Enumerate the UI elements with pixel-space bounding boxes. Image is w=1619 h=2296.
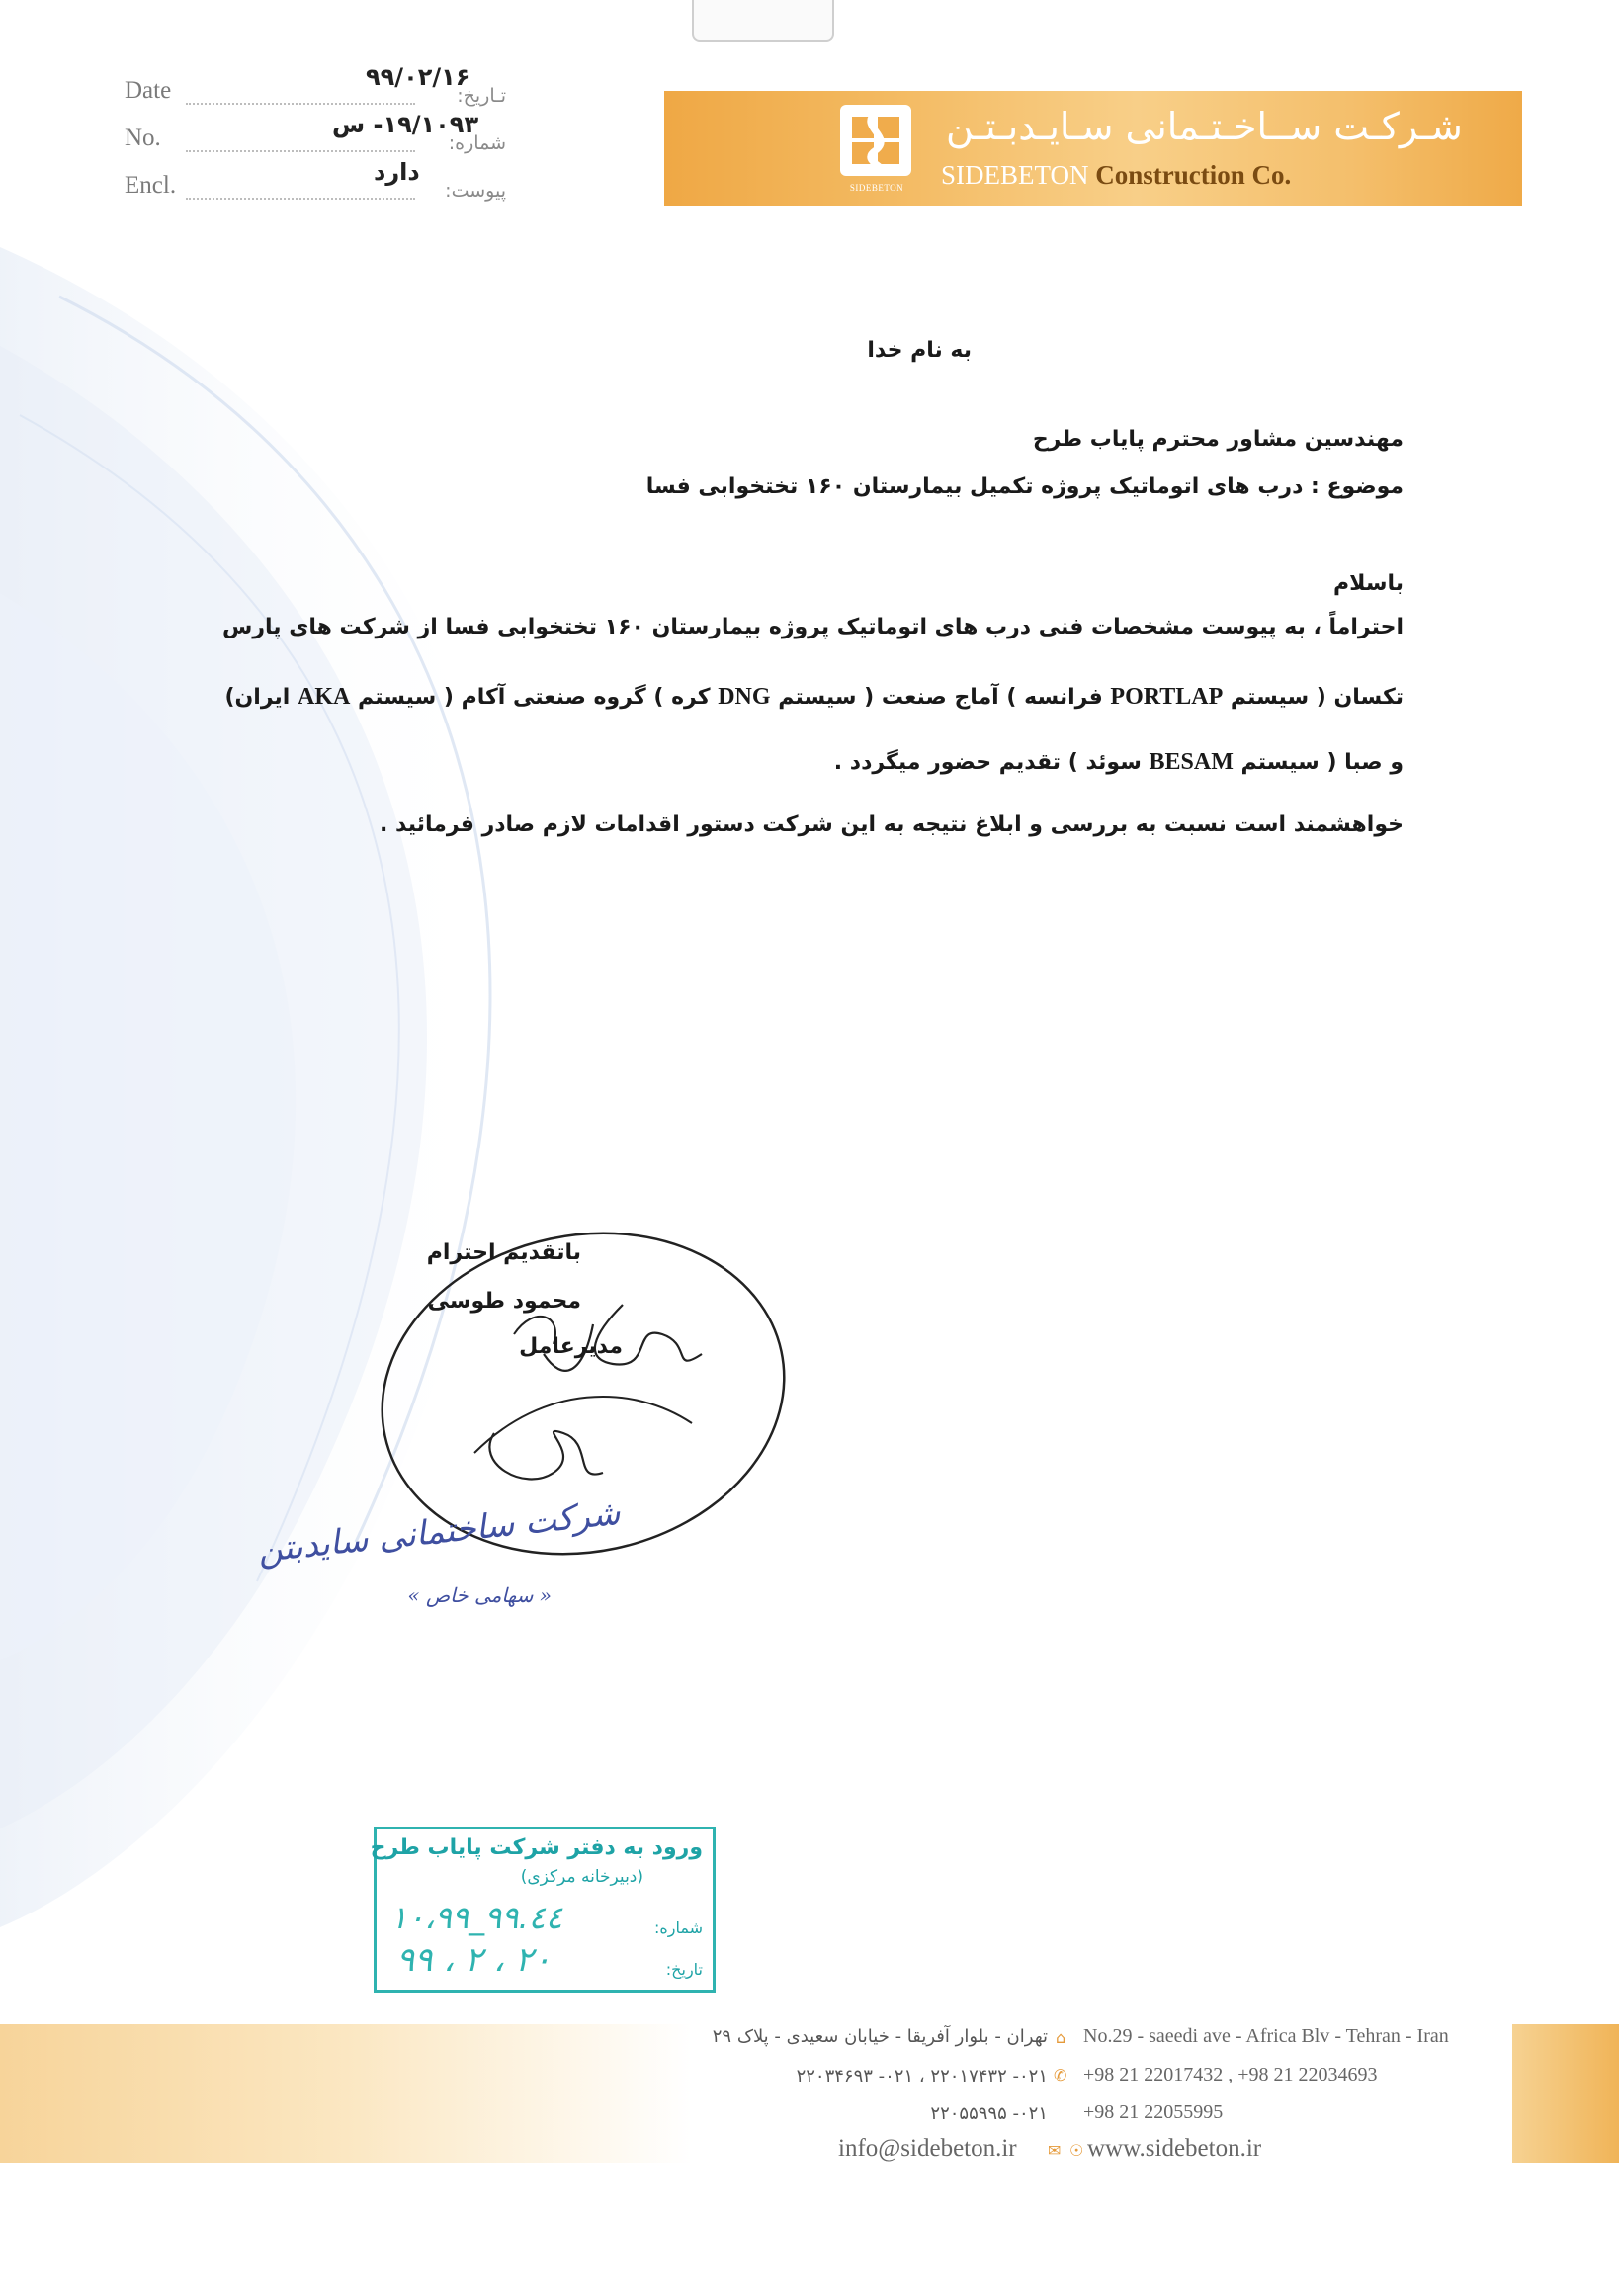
body-line-2 — [224, 684, 1404, 711]
date-dots — [186, 103, 415, 105]
date-value: ۹۹/۰۲/۱۶ — [366, 63, 470, 91]
signer-name: محمود طوسی — [427, 1289, 581, 1314]
home-icon: ⌂ — [1056, 2028, 1066, 2047]
company-stamp-sub: « سهامی خاص » — [407, 1583, 552, 1607]
enclosure-label-en: Encl. — [125, 172, 177, 199]
company-name-en-suffix: Construction Co. — [1095, 160, 1292, 190]
receipt-subtitle: (دبیرخانه مرکزی) — [520, 1867, 643, 1887]
enclosure-dots — [186, 198, 415, 200]
signer-title: مدیرعامل — [519, 1334, 623, 1359]
company-name-fa: شـرکـت ســاخـتـمانی سـایـدبـتـن — [946, 105, 1463, 148]
receipt-date-value: ۹۹ ، ۲ ، ۲۰ — [396, 1940, 552, 1980]
system-portlap: PORTLAP — [1110, 684, 1224, 710]
number-dots — [186, 150, 415, 152]
system-besam: BESAM — [1149, 749, 1234, 775]
receipt-number-label: شماره: — [653, 1918, 703, 1937]
header-meta — [119, 63, 514, 212]
date-label-fa: تـاریخ: — [457, 85, 506, 107]
number-row — [119, 111, 514, 164]
body-line-2-part-a: تکسان ( سیستم — [1230, 685, 1404, 710]
company-banner — [664, 91, 1522, 206]
body-line-1: احتراماً ، به پیوست مشخصات فنی درب های اتوماتیک پروژه بیمارستان ۱۶۰ تختخوابی فسا از شرکت های پارس — [222, 615, 1404, 639]
body-line-3 — [834, 749, 1404, 776]
body-line-3-part-c: سوئد ) تقدیم حضور میگردد . — [833, 750, 1142, 775]
system-aka: AKA — [298, 684, 351, 710]
system-dng: DNG — [718, 684, 771, 710]
closing-phrase: باتقدیم احترام — [426, 1240, 581, 1265]
footer-band-left — [0, 2024, 692, 2163]
footer-band-right — [1512, 2024, 1619, 2163]
email-icon: ✉ — [1048, 2141, 1062, 2160]
top-tab — [692, 0, 834, 42]
subject-line: موضوع : درب های اتوماتیک پروژه تکمیل بیمارستان ۱۶۰ تختخوابی فسا — [645, 474, 1404, 499]
company-name-en-brand: SIDEBETON — [941, 160, 1089, 190]
body-line-4: خواهشمند است نسبت به بررسی و ابلاغ نتیجه به این شرکت دستور اقدامات لازم صادر فرمائید . — [379, 812, 1404, 837]
number-label-fa: شماره: — [448, 132, 506, 154]
phone-icon: ✆ — [1054, 2066, 1067, 2084]
footer-address-fa: تهران - بلوار آفریقا - خیابان سعیدی - پلاک ۲۹ — [712, 2026, 1048, 2047]
company-logo-icon — [838, 103, 913, 182]
footer-address-en: No.29 - saeedi ave - Africa Blv - Tehran - Iran — [1083, 2025, 1449, 2047]
footer-fax-en: +98 21 22055995 — [1083, 2101, 1224, 2123]
date-row — [119, 63, 514, 117]
body-line-2-part-e: کره ) گروه صنعتی آکام ( سیستم — [358, 685, 711, 710]
number-value: ۱۹/۱۰۹۳- س — [332, 111, 479, 138]
footer-website[interactable]: www.sidebeton.ir — [1087, 2135, 1262, 2162]
web-icon: ☉ — [1069, 2141, 1084, 2160]
enclosure-label-fa: پیوست: — [445, 180, 506, 202]
company-name-en — [941, 160, 1291, 191]
receipt-stamp — [370, 1827, 716, 1993]
logo-caption: SIDEBETON — [849, 183, 904, 193]
body-line-2-part-c: فرانسه ) آماج صنعت ( سیستم — [778, 685, 1103, 710]
number-label-en: No. — [125, 125, 161, 151]
greeting: باسلام — [1333, 571, 1404, 596]
footer-phones-fa: ۰۲۱- ۲۲۰۱۷۴۳۲ ، ۰۲۱- ۲۲۰۳۴۶۹۳ — [796, 2066, 1048, 2086]
date-label-en: Date — [125, 77, 172, 104]
company-stamp: شرکت ساختمانی سایدبتن — [255, 1492, 623, 1572]
enclosure-row — [119, 158, 514, 212]
footer-email[interactable]: info@sidebeton.ir — [838, 2135, 1017, 2162]
body-line-3-part-a: و صبا ( سیستم — [1240, 750, 1404, 775]
receipt-number-value: ۱۰،۹۹_۹۹.٤٤ — [390, 1899, 562, 1936]
basmala: به نام خدا — [867, 338, 972, 363]
footer-phones-en: +98 21 22017432 , +98 21 22034693 — [1083, 2064, 1378, 2085]
recipient: مهندسین مشاور محترم پایاب طرح — [1032, 427, 1404, 452]
enclosure-value: دارد — [374, 158, 420, 186]
body-line-2-part-g: ایران) — [224, 685, 291, 710]
receipt-title: ورود به دفتر شرکت پایاب طرح — [370, 1835, 703, 1860]
receipt-date-label: تاریخ: — [665, 1960, 703, 1979]
footer-fax-fa: ۰۲۱- ۲۲۰۵۵۹۹۵ — [930, 2103, 1048, 2124]
